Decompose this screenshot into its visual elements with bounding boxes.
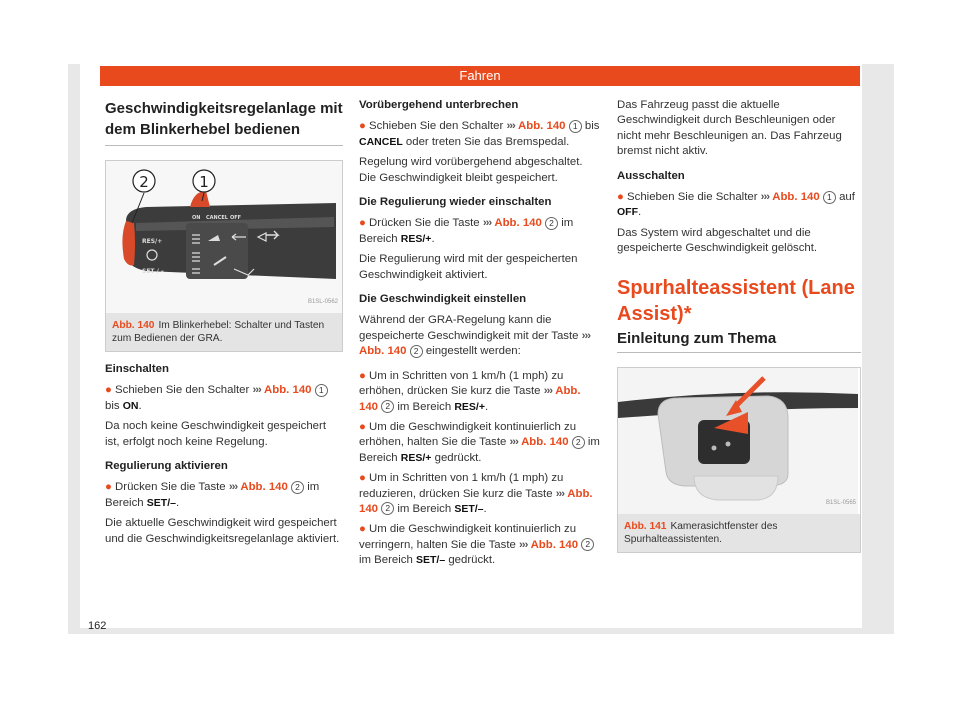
figure-ref-link[interactable]: Abb. 140 [240,481,288,494]
unterbrechen-title: Vorübergehend unterbrechen [359,99,519,111]
lane-assist-camera-image [618,368,858,514]
bullet: ● Um in Schritten von 1 km/h (1 mph) zu reduzieren, drücken Sie kurz die Taste ››› Abb. 140 2 im Bereich SET/–. [359,472,593,515]
figure-label: Abb. 140 [112,320,155,331]
figure-caption [106,313,342,351]
figure-ref-link[interactable]: Abb. 140 [521,436,569,449]
figure-ref-link[interactable]: Abb. 140 [772,191,820,204]
paragraph: Die aktuelle Geschwindigkeit wird gespeichert und die Geschwindigkeitsregelanlage aktiviert. [105,517,340,545]
paragraph: Die Regulierung wird mit der gespeicherten Geschwindigkeit aktiviert. [359,253,578,281]
figure-ref-link[interactable]: Abb. 140 [530,538,579,551]
cancel-label: CANCEL [206,215,228,221]
paragraph: Während der GRA-Regelung kann die gespeicherte Geschwindigkeit mit der Taste ››› Abb. 140 2 eingestellt werden: [359,314,591,358]
figure-ref-link[interactable]: Abb. 140 [359,487,593,515]
bullet: ● Drücken Sie die Taste ››› Abb. 140 2 im Bereich RES/+. [359,217,574,245]
paragraph: Das Fahrzeug passt die aktuelle Geschwindigkeit durch Beschleunigen oder nicht mehr Beschleunigen an. Das Fahrzeug bremst nicht aktiv. [617,99,842,158]
figure-id: B1SL-0562 [307,298,338,305]
page-number: 162 [88,620,107,632]
sub-heading: Einleitung zum Thema [617,331,861,353]
bullet: ● Schieben Sie die Schalter ››› Abb. 140 1 auf OFF. [617,191,855,219]
figure-id: B1SL-0565 [825,499,856,506]
section-heading: Geschwindigkeitsregelanlage mit dem Blinkerhebel bedienen [105,98,343,146]
figure-ref-link[interactable]: Abb. 140 [494,217,542,230]
chapter-heading: Spurhalteassistent (Lane Assist)* [617,276,855,325]
camera-illustration [618,368,860,514]
caption-text: Kamerasichtfenster des Spurhalteassistenten. [624,521,778,546]
einschalten-title: Einschalten [105,363,169,375]
einstellen-title: Die Geschwindigkeit einstellen [359,293,527,306]
figure-ref-link[interactable]: Abb. 140 [264,384,312,397]
bullet: ● Schieben Sie den Schalter ››› Abb. 140 1 bis ON. [105,383,343,414]
off-label: OFF [230,215,242,221]
figure-ref-link[interactable]: Abb. 140 [359,345,407,358]
paragraph: Regelung wird vorübergehend abgeschaltet. Die Geschwindigkeit bleibt gespeichert. [359,156,583,184]
column-2 [359,98,601,574]
bullet: ● Schieben Sie den Schalter ››› Abb. 140 1 bis CANCEL oder treten Sie das Bremspedal. [359,120,600,148]
figure-140 [105,160,343,352]
caption-text: Im Blinkerhebel: Schalter und Tasten zum Bedienen der GRA. [112,320,325,344]
bullet: ● Drücken Sie die Taste ››› Abb. 140 2 im Bereich SET/–. [105,481,320,509]
set-label: SET / – [142,268,164,275]
on-label: ON [192,215,201,221]
aktivieren-title: Regulierung aktivieren [105,460,228,473]
figure-ref-link[interactable]: Abb. 140 [518,120,566,133]
figure-label: Abb. 141 [624,521,667,533]
figure-caption [618,514,860,552]
lever-illustration [106,161,342,313]
bullet: ● Um die Geschwindigkeit kontinuierlich zu erhöhen, halten Sie die Taste ››› Abb. 140 2 im Bereich RES/+ gedrückt. [359,420,600,464]
wieder-title: Die Regulierung wieder einschalten [359,196,552,209]
res-label: RES/+ [142,238,163,245]
bullet: ● Um die Geschwindigkeit kontinuierlich zu verringern, halten Sie die Taste ››› Abb. 140 2 im Bereich SET/– gedrückt. [359,522,601,568]
paragraph: Da noch keine Geschwindigkeit gespeichert ist, erfolgt noch keine Regelung. [105,420,326,448]
ausschalten-title: Ausschalten [617,169,685,182]
callout-2: 2 [139,173,149,191]
figure-141 [617,367,861,553]
column-3 [617,98,861,563]
chapter-header: Fahren [100,66,860,86]
paragraph: Das System wird abgeschaltet und die gespeicherte Geschwindigkeit gelöscht. [617,226,818,255]
turn-signal-lever-image [106,161,342,313]
column-1 [105,98,343,556]
callout-1: 1 [199,173,209,191]
figure-ref-link[interactable]: Abb. 140 [359,385,581,413]
bullet: ● Um in Schritten von 1 km/h (1 mph) zu erhöhen, drücken Sie kurz die Taste ››› Abb. 140 2 im Bereich RES/+. [359,369,581,413]
